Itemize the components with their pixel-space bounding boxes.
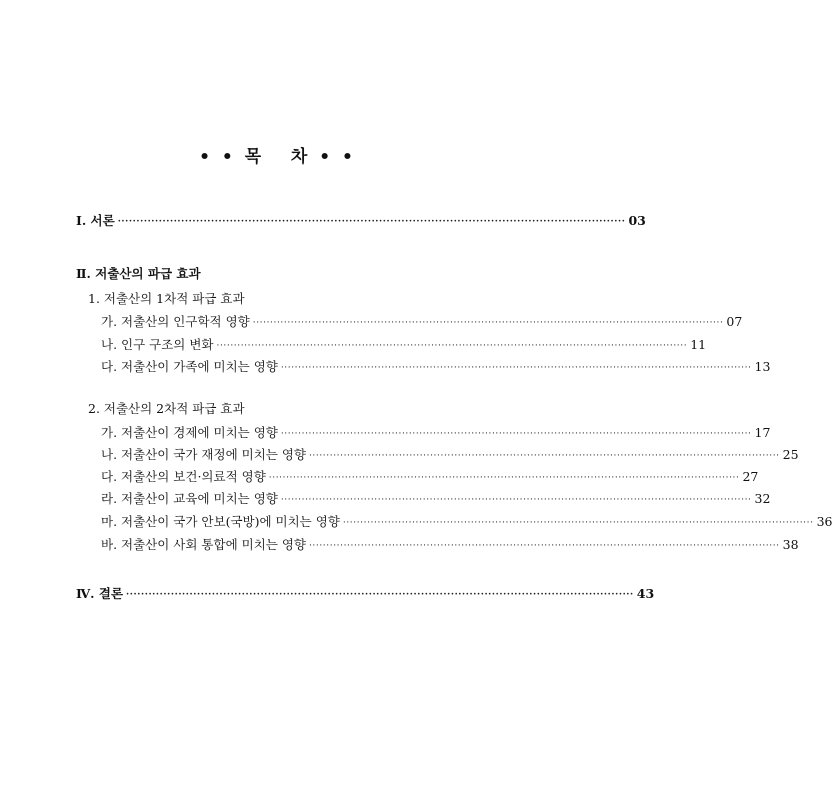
toc-entry[interactable] bbox=[101, 359, 771, 377]
toc-entry[interactable] bbox=[101, 425, 771, 443]
toc-entry[interactable] bbox=[101, 514, 832, 532]
toc-sub-heading[interactable]: 1. 저출산의 1차적 파급 효과 bbox=[88, 291, 245, 306]
toc-entry[interactable] bbox=[101, 491, 771, 509]
toc-entry-label: 다. 저출산이 가족에 미치는 영향 bbox=[101, 359, 278, 374]
dot-leader: ········································································································································ bbox=[126, 590, 634, 600]
toc-entry-label: 마. 저출산이 국가 안보(국방)에 미치는 영향 bbox=[101, 514, 340, 529]
toc-entry[interactable] bbox=[101, 447, 799, 465]
toc-entry-label: 가. 저출산이 경제에 미치는 영향 bbox=[101, 425, 278, 440]
dot-leader: ········································································································································ bbox=[280, 495, 752, 505]
toc-page-number: 07 bbox=[726, 314, 743, 329]
dot-leader: ········································································································································ bbox=[216, 341, 688, 351]
toc-entry-label: Ⅳ. 결론 bbox=[76, 586, 124, 601]
toc-page-number: 03 bbox=[628, 213, 646, 228]
dot-leader: ········································································································································ bbox=[280, 429, 752, 439]
toc-entry-label: 나. 저출산이 국가 재정에 미치는 영향 bbox=[101, 447, 306, 462]
toc-entry[interactable] bbox=[101, 314, 743, 332]
toc-entry[interactable] bbox=[101, 537, 799, 555]
toc-entry[interactable] bbox=[101, 337, 707, 355]
toc-page-number: 27 bbox=[742, 469, 759, 484]
dot-leader: ········································································································································ bbox=[308, 541, 780, 551]
toc-entry[interactable] bbox=[101, 469, 759, 487]
dot-leader: ········································································································································ bbox=[308, 451, 780, 461]
toc-page-number: 43 bbox=[636, 586, 655, 601]
toc-page-number: 17 bbox=[754, 425, 771, 440]
toc-entry-conclusion[interactable] bbox=[76, 586, 655, 604]
toc-page-number: 11 bbox=[690, 337, 707, 352]
toc-page-number: 32 bbox=[754, 491, 771, 506]
dot-leader: ········································································································································ bbox=[268, 473, 740, 483]
dot-leader: ········································································································································ bbox=[342, 518, 814, 528]
toc-entry-label: 다. 저출산의 보건·의료적 영향 bbox=[101, 469, 266, 484]
toc-page-number: 36 bbox=[816, 514, 832, 529]
toc-entry-label: 가. 저출산의 인구학적 영향 bbox=[101, 314, 250, 329]
toc-section-heading[interactable]: Ⅱ. 저출산의 파급 효과 bbox=[76, 266, 201, 281]
toc-page-number: 25 bbox=[782, 447, 799, 462]
toc-page-number: 38 bbox=[782, 537, 799, 552]
toc-sub-heading[interactable]: 2. 저출산의 2차적 파급 효과 bbox=[88, 401, 245, 416]
toc-entry-label: 바. 저출산이 사회 통합에 미치는 영향 bbox=[101, 537, 306, 552]
dot-leader: ········································································································································ bbox=[252, 318, 724, 328]
toc-page-number: 13 bbox=[754, 359, 771, 374]
toc-entry-label: Ⅰ. 서론 bbox=[76, 213, 115, 228]
toc-entry-label: 나. 인구 구조의 변화 bbox=[101, 337, 214, 352]
toc-entry-label: 라. 저출산이 교육에 미치는 영향 bbox=[101, 491, 278, 506]
dot-leader: ········································································································································ bbox=[280, 363, 752, 373]
toc-entry-introduction[interactable] bbox=[76, 213, 646, 231]
dot-leader: ········································································································································ bbox=[117, 217, 626, 227]
toc-title: • • 목 차 • • bbox=[199, 147, 356, 167]
